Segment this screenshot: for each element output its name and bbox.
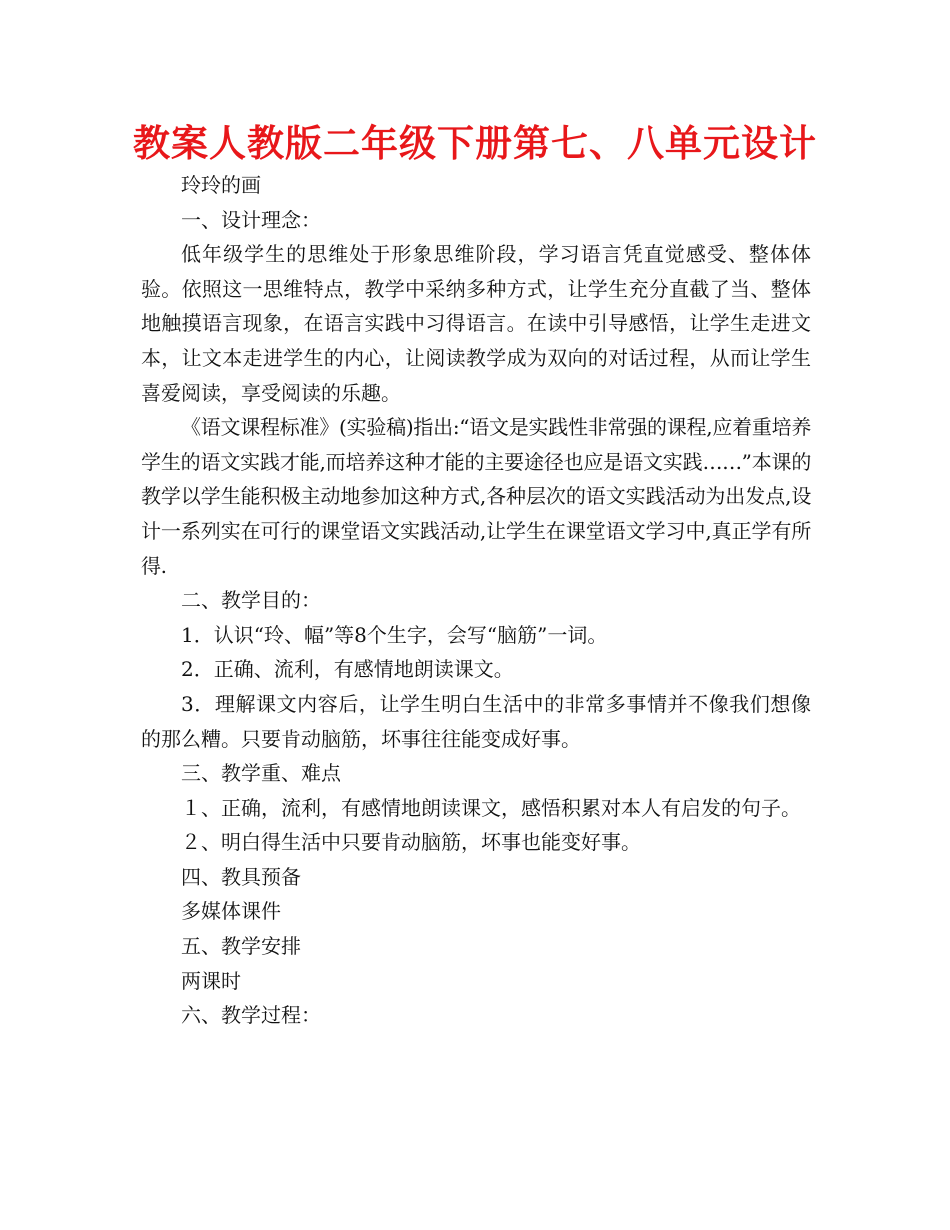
section-heading-key-points: 三、教学重、难点 <box>181 761 341 786</box>
schedule-text: 两课时 <box>181 968 241 993</box>
key-point-item-2: ２、明白得生活中只要肯动脑筋，坏事也能变好事。 <box>181 830 641 855</box>
goal-item-3: 3．理解课文内容后，让学生明白生活中的非常多事情并不像我们想像的那么糟。只要肯动脑筋，坏事往往能变成好事。 <box>141 691 811 751</box>
section-heading-schedule: 五、教学安排 <box>181 934 301 959</box>
section-heading-process: 六、教学过程： <box>181 1003 321 1028</box>
materials-text: 多媒体课件 <box>181 899 281 924</box>
document-title: 教案人教版二年级下册第七、八单元设计 <box>133 122 817 165</box>
goal-item-2: 2．正确、流利，有感情地朗读课文。 <box>181 657 514 682</box>
paragraph-design-concept: 低年级学生的思维处于形象思维阶段，学习语言凭直觉感受、整体体验。依照这一思维特点，教学中采纳多种方式，让学生充分直截了当、整体地触摸语言现象，在语言实践中习得语言。在读中引导感悟，让学生走进文本，让文本走进学生的内心，让阅读教学成为双向的对话过程，从而让学生喜爱阅读，享受阅读的乐趣。 <box>141 242 811 405</box>
document-body <box>141 168 811 1033</box>
key-point-item-1: １、正确，流利，有感情地朗读课文，感悟积累对本人有启发的句子。 <box>181 795 801 820</box>
section-heading-design-concept: 一、设计理念： <box>181 207 321 232</box>
section-heading-materials: 四、教具预备 <box>181 864 301 889</box>
section-heading-teaching-goals: 二、教学目的： <box>181 588 321 613</box>
lesson-title: 玲玲的画 <box>181 173 261 197</box>
paragraph-curriculum-standard: 《语文课程标准》(实验稿)指出:“语文是实践性非常强的课程,应着重培养学生的语文实践才能,而培养这种才能的主要途径也应是语文实践……”本课的教学以学生能积极主动地参加这种方式,各种层次的语文实践活动为出发点,设计一系列实在可行的课堂语文实践活动,让学生在课堂语文学习中,真正学有所得. <box>141 415 811 578</box>
goal-item-1: 1．认识“玲、幅”等8个生字，会写“脑筋”一词。 <box>181 622 608 647</box>
